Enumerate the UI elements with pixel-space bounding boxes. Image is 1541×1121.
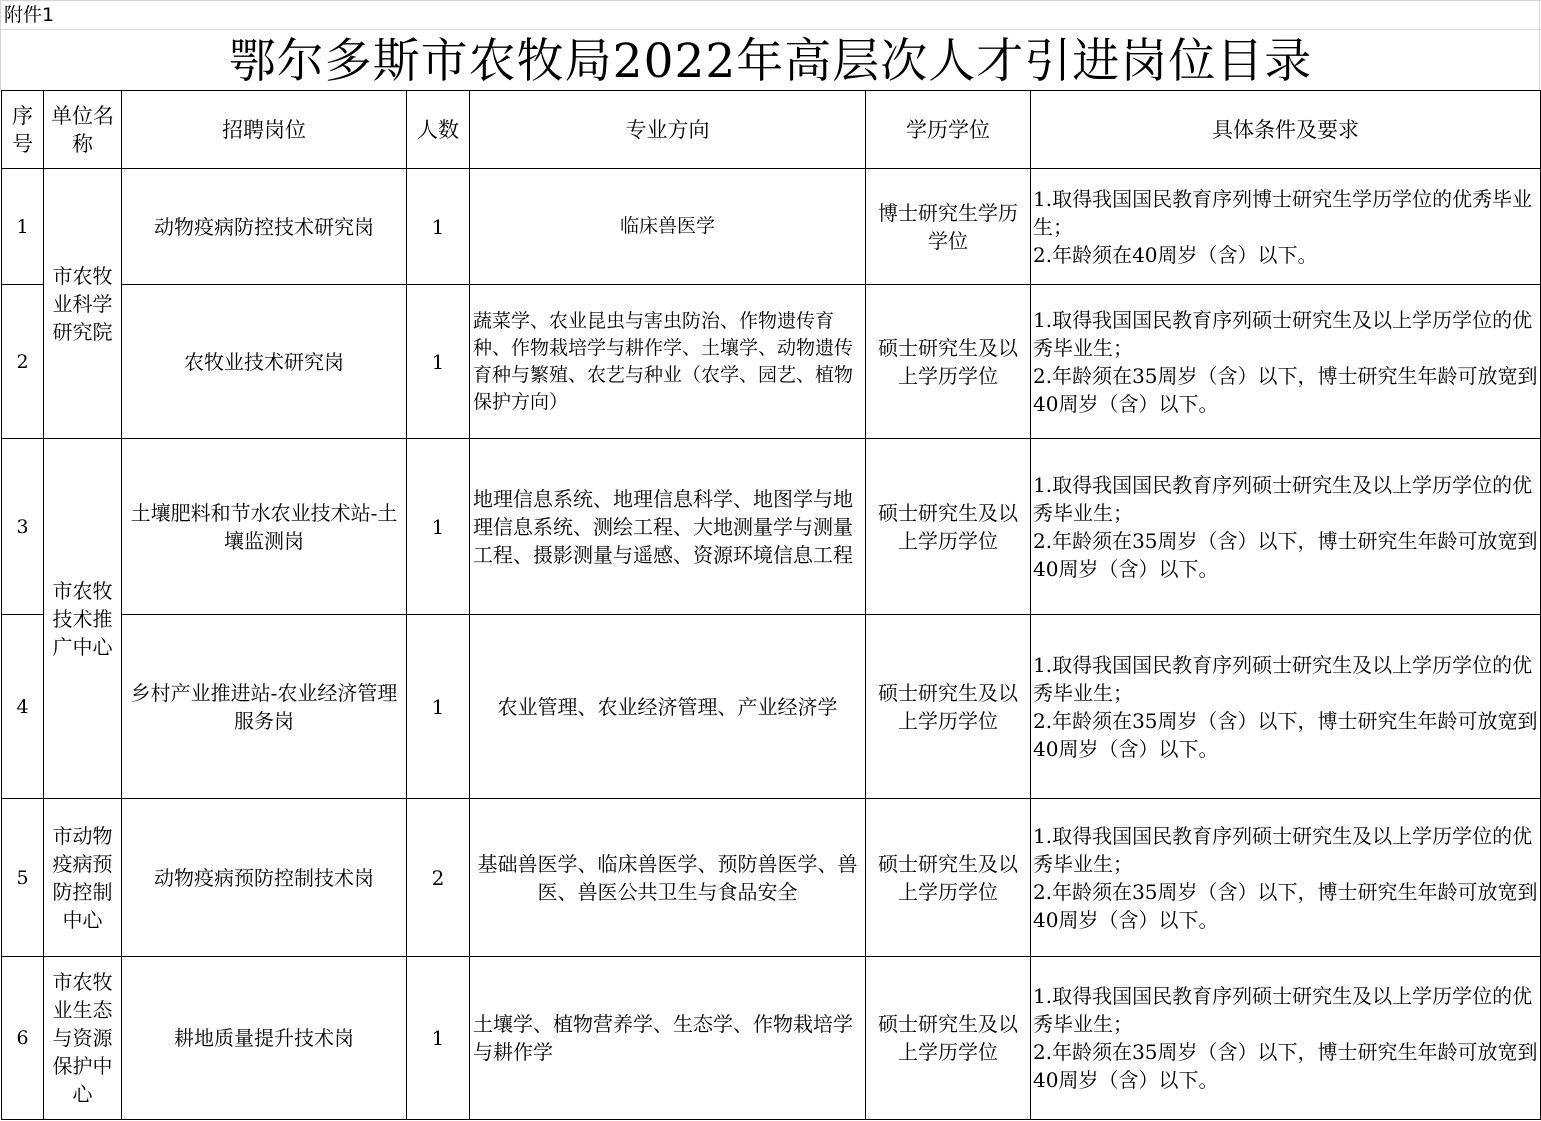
row-count: 1 [407,957,470,1120]
row-degree: 硕士研究生及以上学历学位 [866,439,1031,615]
row-post: 农牧业技术研究岗 [122,285,407,439]
row-major: 基础兽医学、临床兽医学、预防兽医学、兽医、兽医公共卫生与食品安全 [470,799,866,957]
row-degree: 硕士研究生及以上学历学位 [866,615,1031,799]
header-count: 人数 [407,91,470,169]
table-row [2,799,1541,957]
annex-bar [0,0,1541,30]
row-count: 2 [407,799,470,957]
annex-label: 附件1 [4,4,55,26]
requirement-1: 1.取得我国国民教育序列硕士研究生及以上学历学位的优秀毕业生； [1033,652,1533,705]
unit-cell: 市农牧技术推广中心 [44,439,122,799]
row-requirements [1031,439,1541,615]
unit-cell: 市农牧业生态与资源保护中心 [44,957,122,1120]
header-seq: 序号 [2,91,44,169]
row-post: 耕地质量提升技术岗 [122,957,407,1120]
table-row [2,285,1541,439]
requirement-1: 1.取得我国国民教育序列硕士研究生及以上学历学位的优秀毕业生； [1033,984,1533,1036]
row-requirements [1031,957,1541,1120]
table-row [2,615,1541,799]
row-count: 1 [407,169,470,285]
unit-cell: 市农牧业科学研究院 [44,169,122,439]
row-major: 农业管理、农业经济管理、产业经济学 [470,615,866,799]
row-count: 1 [407,285,470,439]
row-requirements [1031,285,1541,439]
row-seq: 2 [2,285,44,439]
header-major: 专业方向 [470,91,866,169]
sheet-gridline [0,0,1541,1]
row-degree: 博士研究生学历学位 [866,169,1031,285]
table-row [2,439,1541,615]
header-degree: 学历学位 [866,91,1031,169]
row-requirements [1031,169,1541,285]
requirement-2: 2.年龄须在35周岁（含）以下，博士研究生年龄可放宽到40周岁（含）以下。 [1033,363,1538,416]
unit-cell: 市动物疫病预防控制中心 [44,799,122,957]
row-degree: 硕士研究生及以上学历学位 [866,799,1031,957]
row-major: 土壤学、植物营养学、生态学、作物栽培学与耕作学 [470,957,866,1120]
requirement-1: 1.取得我国国民教育序列硕士研究生及以上学历学位的优秀毕业生； [1033,823,1533,876]
table-row [2,957,1541,1120]
row-seq: 6 [2,957,44,1120]
row-post: 动物疫病预防控制技术岗 [122,799,407,957]
row-requirements [1031,799,1541,957]
requirement-2: 2.年龄须在35周岁（含）以下，博士研究生年龄可放宽到40周岁（含）以下。 [1033,1040,1538,1092]
requirement-1: 1.取得我国国民教育序列硕士研究生及以上学历学位的优秀毕业生； [1033,472,1533,525]
requirement-1: 1.取得我国国民教育序列硕士研究生及以上学历学位的优秀毕业生； [1033,307,1533,360]
header-unit: 单位名称 [44,91,122,169]
row-post: 土壤肥料和节水农业技术站-土壤监测岗 [122,439,407,615]
row-major: 临床兽医学 [470,169,866,285]
row-degree: 硕士研究生及以上学历学位 [866,957,1031,1120]
requirement-2: 2.年龄须在35周岁（含）以下，博士研究生年龄可放宽到40周岁（含）以下。 [1033,528,1538,581]
row-post: 乡村产业推进站-农业经济管理服务岗 [122,615,407,799]
row-major: 蔬菜学、农业昆虫与害虫防治、作物遗传育种、作物栽培学与耕作学、土壤学、动物遗传育种与繁殖、农艺与种业（农学、园艺、植物保护方向） [470,285,866,439]
row-major: 地理信息系统、地理信息科学、地图学与地理信息系统、测绘工程、大地测量学与测量工程、摄影测量与遥感、资源环境信息工程 [470,439,866,615]
page-title: 鄂尔多斯市农牧局2022年高层次人才引进岗位目录 [228,34,1313,89]
row-count: 1 [407,615,470,799]
row-seq: 5 [2,799,44,957]
row-seq: 3 [2,439,44,615]
requirement-2: 2.年龄须在35周岁（含）以下，博士研究生年龄可放宽到40周岁（含）以下。 [1033,879,1538,932]
requirement-2: 2.年龄须在40周岁（含）以下。 [1033,242,1318,267]
row-degree: 硕士研究生及以上学历学位 [866,285,1031,439]
recruitment-table [1,90,1541,1120]
row-count: 1 [407,439,470,615]
requirement-1: 1.取得我国国民教育序列博士研究生学历学位的优秀毕业生； [1033,186,1533,239]
header-row [2,91,1541,169]
table-row [2,169,1541,285]
row-seq: 4 [2,615,44,799]
header-requirements: 具体条件及要求 [1031,91,1541,169]
row-requirements [1031,615,1541,799]
requirement-2: 2.年龄须在35周岁（含）以下，博士研究生年龄可放宽到40周岁（含）以下。 [1033,708,1538,761]
header-post: 招聘岗位 [122,91,407,169]
row-seq: 1 [2,169,44,285]
row-post: 动物疫病防控技术研究岗 [122,169,407,285]
